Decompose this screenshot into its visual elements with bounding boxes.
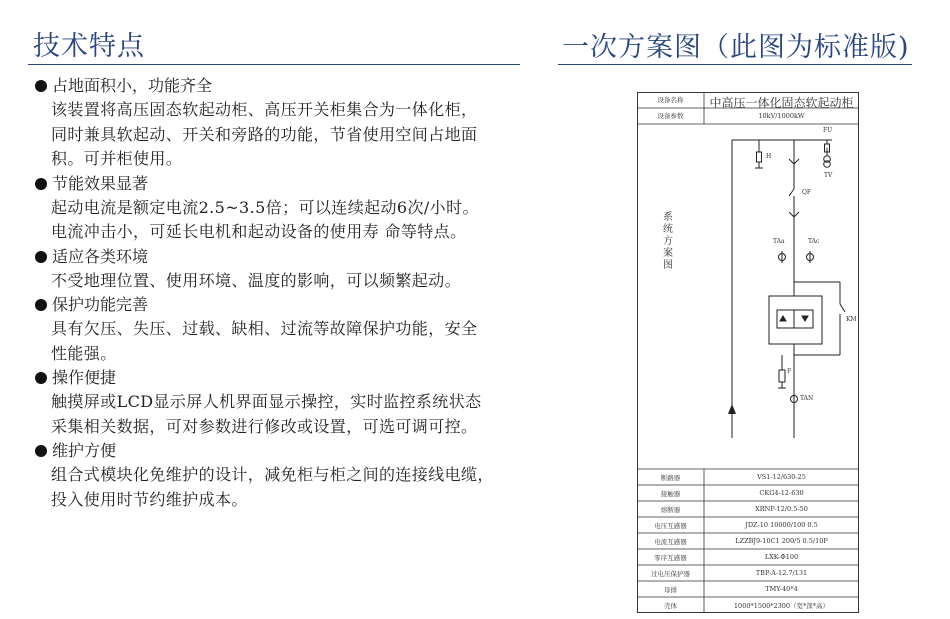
feature-line: 同时兼具软起动、开关和旁路的功能，节省使用空间占地面: [51, 124, 478, 144]
row-label: 过电压保护器: [651, 570, 690, 578]
row-label: 断路器: [660, 474, 681, 482]
row-label: 熔断器: [660, 506, 681, 514]
fu-label: FU: [823, 127, 833, 134]
feature-heading: 操作便捷: [52, 368, 117, 387]
feature-line: 该装置将高压固态软起动柜、高压开关柜集合为一体化柜，: [51, 100, 478, 119]
f-label: F: [787, 368, 792, 375]
scheme-table: [637, 92, 859, 613]
feature-line: 积。可并柜使用。: [51, 149, 183, 168]
row-value: LZZBJ9-10C1 200/5 0.5/10P: [735, 537, 828, 545]
params-label: 设备参数: [657, 112, 684, 120]
row-value: 1000*1500*2300（宽*深*高）: [733, 602, 830, 610]
single-line-diagram: [637, 92, 859, 613]
km-label: KM: [846, 316, 857, 323]
row-value: CKG4-12-630: [759, 489, 804, 497]
taa-label: TAa: [773, 238, 785, 245]
bullet-icon: [35, 80, 47, 92]
row-label: 电压互感器: [654, 522, 687, 530]
bullet-icon: [35, 445, 47, 457]
feature-item: [35, 74, 535, 172]
row-value: TBP-A-12.7/131: [755, 569, 808, 577]
feature-item: [35, 172, 535, 245]
row-label: 壳体: [664, 602, 677, 610]
row-label: 母排: [664, 586, 677, 594]
feature-line: 性能强。: [51, 343, 117, 363]
h-label: H: [766, 153, 772, 160]
feature-item: [35, 439, 535, 512]
row-value: JDZ-10 10000/100 0.5: [745, 521, 818, 529]
feature-line: 具有欠压、失压、过载、缺相、过流等故障保护功能，安全: [51, 319, 478, 338]
scheme-device-name: 中高压一体化固态软起动柜: [709, 96, 854, 110]
feature-list: [35, 74, 535, 512]
feature-item: [35, 293, 535, 366]
feature-item: [35, 245, 535, 294]
system-diagram-label: 系 统 方 案 图: [663, 212, 673, 271]
feeder-arrow-icon: [728, 404, 736, 414]
params-value: 10kV/1000kW: [758, 112, 805, 120]
row-value: XRNP-12/0.5-50: [755, 505, 808, 513]
feature-heading: 维护方便: [52, 441, 117, 460]
tech-features-title: 技术特点: [33, 31, 145, 62]
feature-heading: 保护功能完善: [52, 295, 149, 314]
left-title-divider: [28, 64, 520, 65]
row-label: 接触器: [660, 490, 681, 498]
row-value: VS1-12/630-25: [757, 473, 806, 481]
tac-label: TAc: [808, 238, 820, 245]
bullet-icon: [35, 251, 47, 263]
feature-line: 电流冲击小，可延长电机和起动设备的使用寿 命等特点。: [51, 222, 467, 241]
feature-heading: 节能效果显著: [52, 173, 149, 193]
feature-line: 起动电流是额定电流2.5~3.5倍；可以连续起动6次/小时。: [51, 197, 479, 217]
feature-line: 投入使用时节约维护成本。: [51, 489, 248, 509]
feature-line: 不受地理位置、使用环境、温度的影响，可以频繁起动。: [51, 270, 462, 290]
feature-item: [35, 366, 535, 439]
primary-scheme-title: 一次方案图（此图为标准版): [562, 32, 910, 63]
feature-heading: 适应各类环境: [52, 246, 149, 266]
row-value: TMY-40*4: [765, 585, 798, 593]
row-value: LXK-Φ100: [764, 553, 799, 561]
tan-label: TAN: [800, 395, 814, 402]
header-label: 设备名称: [657, 96, 684, 104]
feature-line: 组合式模块化免维护的设计，减免柜与柜之间的连接线电缆，: [51, 465, 494, 484]
circuit: [732, 140, 845, 438]
bullet-icon: [35, 299, 47, 311]
row-label: 零序互感器: [654, 554, 687, 562]
qf-label: QF: [802, 189, 812, 196]
feature-line: 采集相关数据，可对参数进行修改或设置，可选可调可控。: [51, 416, 478, 436]
bullet-icon: [35, 372, 47, 384]
right-title-divider: [558, 64, 912, 65]
row-label: 电流互感器: [654, 538, 687, 546]
feature-line: 触摸屏或LCD显示屏人机界面显示操控，实时监控系统状态: [51, 392, 482, 411]
bullet-icon: [35, 178, 47, 190]
tv-label: TV: [824, 172, 833, 179]
feature-heading: 占地面积小，功能齐全: [52, 76, 213, 95]
